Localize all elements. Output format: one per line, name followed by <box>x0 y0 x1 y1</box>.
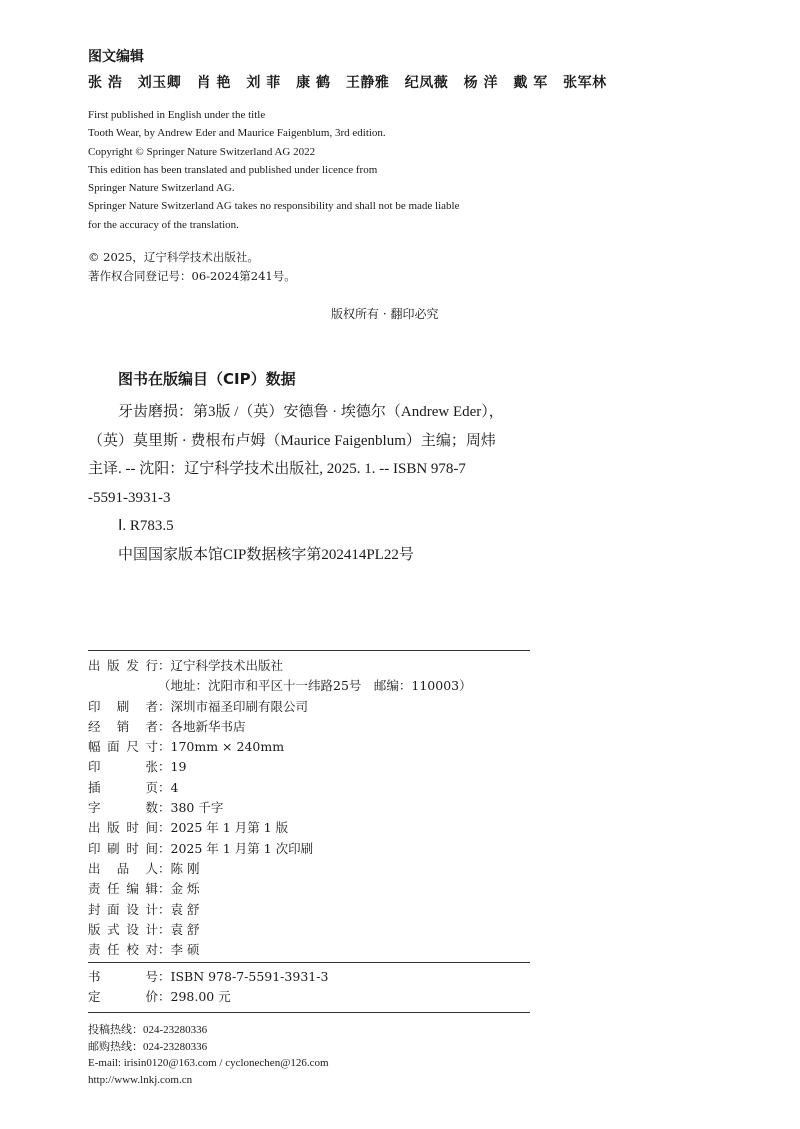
mail-order-hotline: 邮购热线：024-23280336 <box>88 1040 208 1053</box>
cip-class-number: Ⅰ. R783.5 <box>118 518 174 534</box>
field-value: 2025 年 1 月第 1 版 <box>170 820 289 836</box>
notice-line: Copyright © Springer Nature Switzerland AG 2022 <box>88 145 316 158</box>
colon: ： <box>158 759 171 775</box>
publication-row <box>88 920 472 940</box>
rights-reserved: 版权所有 · 翻印必究 <box>331 307 439 321</box>
editor-name: 康 鹤 <box>296 75 331 91</box>
copyright-block <box>88 248 296 286</box>
field-value: 袁 舒 <box>170 901 200 917</box>
field-value: 袁 舒 <box>170 921 200 937</box>
field-value: ISBN 978-7-5591-3931-3 <box>170 969 329 984</box>
notice-line: First published in English under the title <box>88 109 266 121</box>
editor-name: 王静雅 <box>345 75 390 91</box>
colon: ： <box>158 860 171 876</box>
colon: ： <box>158 989 171 1005</box>
price-info <box>88 967 328 1008</box>
publication-row <box>88 656 472 676</box>
publication-row <box>88 778 472 798</box>
publication-row <box>88 900 472 920</box>
notice-line: for the accuracy of the translation. <box>88 218 239 231</box>
field-value: （地址：沈阳市和平区十一纬路25号 邮编：110003） <box>158 678 472 694</box>
editor-name: 刘玉卿 <box>137 75 182 91</box>
publication-row <box>88 676 472 696</box>
notice-line: This edition has been translated and published under licence from <box>88 163 378 176</box>
field-value: 李 硕 <box>170 942 200 958</box>
contact-info <box>88 1022 329 1088</box>
publication-row <box>88 737 472 757</box>
field-label: 幅面尺寸 <box>88 739 158 755</box>
editor-name: 张 浩 <box>88 75 123 91</box>
cip-line: 主译. -- 沈阳：辽宁科学技术出版社, 2025. 1. -- ISBN 978-7 <box>88 461 466 477</box>
publication-row <box>88 697 472 717</box>
field-label: 版式设计 <box>88 921 158 937</box>
field-value: 170mm × 240mm <box>170 739 285 755</box>
cip-title: 图书在版编目（CIP）数据 <box>118 370 296 388</box>
field-label: 定价 <box>88 989 158 1005</box>
colon: ： <box>158 921 171 937</box>
copyright-line: © 2025，辽宁科学技术出版社。 <box>88 250 259 264</box>
english-notice <box>88 106 459 234</box>
editor-name: 戴 军 <box>513 75 548 91</box>
cip-line: 牙齿磨损：第3版 /（英）安德鲁 · 埃德尔（Andrew Eder）， <box>118 404 504 420</box>
field-label: 责任编辑 <box>88 881 158 897</box>
website-link[interactable]: http://www.lnkj.com.cn <box>88 1073 193 1086</box>
publication-row <box>88 717 472 737</box>
field-label: 经销者 <box>88 718 158 734</box>
field-value: 4 <box>170 779 179 795</box>
publication-row <box>88 940 472 960</box>
publication-row <box>88 757 472 777</box>
field-label: 印刷者 <box>88 698 158 714</box>
field-value: 金 烁 <box>170 881 200 897</box>
field-value: 陈 刚 <box>170 860 200 876</box>
colon: ： <box>158 779 171 795</box>
editor-name: 刘 菲 <box>246 75 281 91</box>
notice-line: Tooth Wear, by Andrew Eder and Maurice Faigenblum, 3rd edition. <box>88 127 386 140</box>
cip-line: -5591-3931-3 <box>88 489 171 506</box>
colon: ： <box>158 800 171 816</box>
field-label: 出品人 <box>88 860 158 876</box>
field-label: 书号 <box>88 969 158 984</box>
editor-name: 纪凤薇 <box>404 75 449 91</box>
field-value: 298.00 元 <box>170 989 231 1005</box>
colon: ： <box>158 942 171 958</box>
divider-middle <box>88 962 530 963</box>
field-value: 辽宁科学技术出版社 <box>170 658 284 673</box>
field-label: 出版发行 <box>88 658 158 673</box>
field-label: 出版时间 <box>88 820 158 836</box>
colon: ： <box>158 901 171 917</box>
publication-row <box>88 879 472 899</box>
submission-hotline: 投稿热线：024-23280336 <box>88 1024 208 1036</box>
field-label: 印刷时间 <box>88 840 158 856</box>
publication-row <box>88 839 472 859</box>
cip-block <box>88 398 504 569</box>
notice-line: Springer Nature Switzerland AG takes no responsibility and shall not be made liable <box>88 200 460 213</box>
divider-bottom <box>88 1012 530 1013</box>
publication-info <box>88 656 472 960</box>
price-row <box>88 987 328 1007</box>
divider-top <box>88 650 530 651</box>
email-line: E-mail: irisin0120@163.com / cyclonechen@126.com <box>88 1057 329 1069</box>
colon: ： <box>158 820 171 836</box>
editors-list <box>88 72 617 92</box>
price-row <box>88 967 328 987</box>
editor-name: 肖 艳 <box>196 75 231 91</box>
colon: ： <box>158 718 171 734</box>
field-label: 字数 <box>88 800 158 816</box>
notice-line: Springer Nature Switzerland AG. <box>88 182 235 195</box>
colon: ： <box>158 969 171 984</box>
cip-line: （英）莫里斯 · 费根布卢姆（Maurice Faigenblum）主编；周炜 <box>88 432 496 449</box>
field-label: 责任校对 <box>88 942 158 958</box>
field-label: 印张 <box>88 759 158 775</box>
publication-row <box>88 818 472 838</box>
colon: ： <box>158 840 171 856</box>
field-value: 深圳市福圣印刷有限公司 <box>170 698 309 714</box>
field-value: 各地新华书店 <box>170 718 246 734</box>
editor-name: 张军林 <box>563 75 607 91</box>
colon: ： <box>158 739 171 755</box>
contract-registration: 著作权合同登记号：06-2024第241号。 <box>88 269 296 283</box>
colon: ： <box>158 658 171 673</box>
colon: ： <box>158 698 171 714</box>
field-label: 插页 <box>88 779 158 795</box>
publication-row <box>88 859 472 879</box>
editor-name: 杨 洋 <box>463 75 498 91</box>
colon: ： <box>158 881 171 897</box>
field-value: 19 <box>170 759 187 775</box>
editors-title: 图文编辑 <box>88 49 144 65</box>
field-label: 封面设计 <box>88 901 158 917</box>
field-value: 2025 年 1 月第 1 次印刷 <box>170 840 314 856</box>
publication-row <box>88 798 472 818</box>
cip-data-number: 中国国家版本馆CIP数据核字第202414PL22号 <box>118 546 414 563</box>
field-value: 380 千字 <box>170 800 224 816</box>
